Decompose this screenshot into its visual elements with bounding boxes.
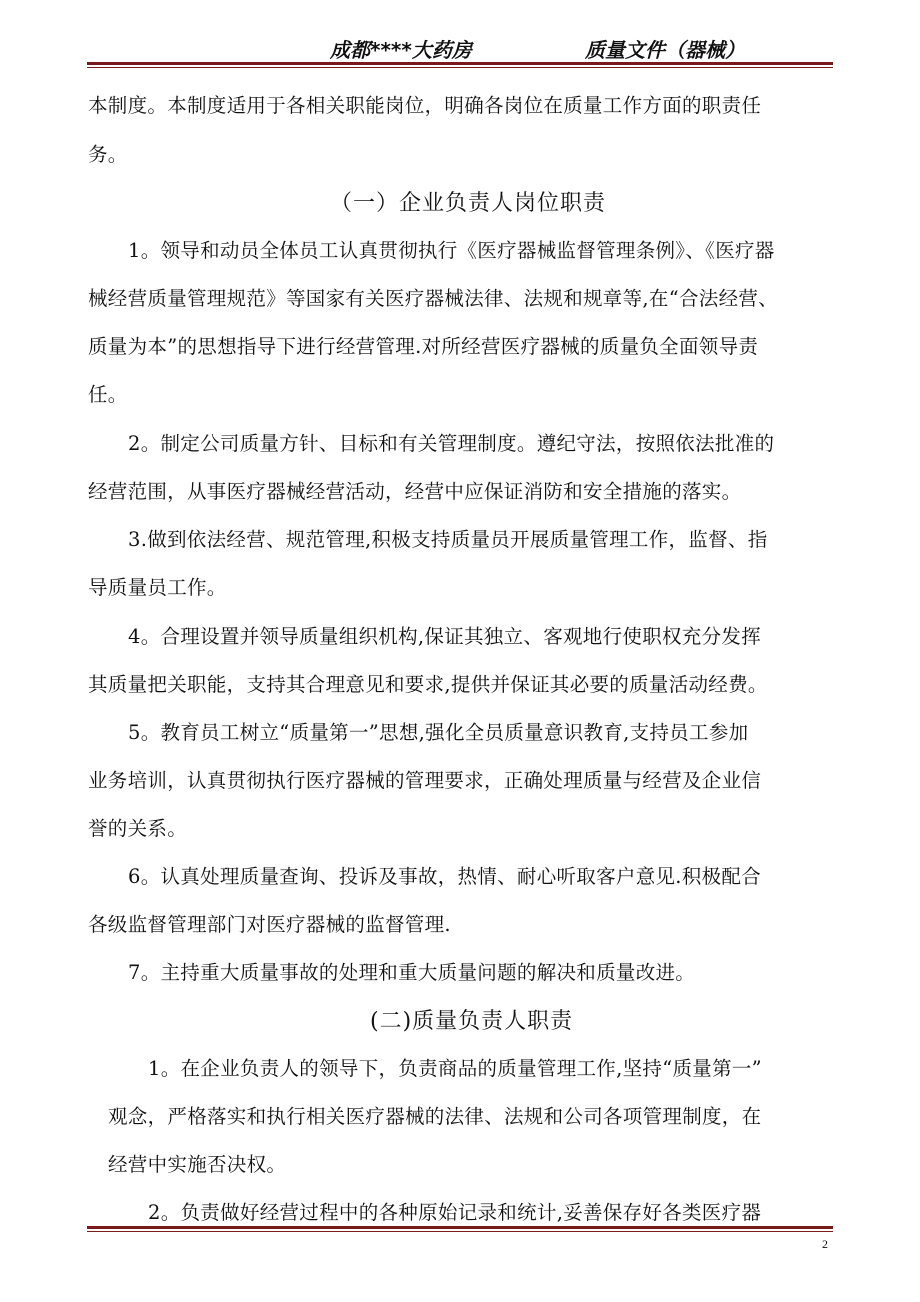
text-line: 经营中实施否决权。 xyxy=(108,1153,287,1176)
header-doc-type: 质量文件（器械） xyxy=(585,38,745,62)
text-line: 7。主持重大质量事故的处理和重大质量问题的解决和质量改进。 xyxy=(128,961,696,984)
header-company: 成都****大药房 xyxy=(330,38,472,62)
text-line: 务。 xyxy=(88,143,128,166)
section-heading: （一）企业负责人岗位职责 xyxy=(330,191,607,216)
text-line: 2。负责做好经营过程中的各种原始记录和统计,妥善保存好各类医疗器 xyxy=(148,1201,762,1224)
text-line: 任。 xyxy=(88,383,128,406)
page-number: 2 xyxy=(822,1237,828,1251)
text-line: 各级监督管理部门对医疗器械的监督管理. xyxy=(88,913,451,936)
text-line: 经营范围，从事医疗器械经营活动，经营中应保证消防和安全措施的落实。 xyxy=(88,480,742,503)
text-line: 其质量把关职能，支持其合理意见和要求,提供并保证其必要的质量活动经费。 xyxy=(88,673,768,696)
section-heading: (二)质量负责人职责 xyxy=(370,1009,574,1034)
text-line: 6。认真处理质量查询、投诉及事故，热情、耐心听取客户意见.积极配合 xyxy=(128,865,762,888)
text-line: 观念，严格落实和执行相关医疗器械的法律、法规和公司各项管理制度，在 xyxy=(108,1105,762,1128)
footer-rule xyxy=(87,1226,833,1232)
text-line: 质量为本”的思想指导下进行经营管理.对所经营医疗器械的质量负全面领导责 xyxy=(88,335,759,358)
text-line: 2。制定公司质量方针、目标和有关管理制度。遵纪守法，按照依法批准的 xyxy=(128,432,775,455)
text-line: 1。在企业负责人的领导下，负责商品的质量管理工作,坚持“质量第一” xyxy=(148,1057,762,1080)
text-line: 业务培训，认真贯彻执行医疗器械的管理要求，正确处理质量与经营及企业信 xyxy=(88,769,762,792)
text-line: 导质量员工作。 xyxy=(88,576,227,599)
text-line: 5。教育员工树立“质量第一”思想,强化全员质量意识教育,支持员工参加 xyxy=(128,721,749,744)
text-line: 械经营质量管理规范》等国家有关医疗器械法律、法规和规章等,在“合法经营、 xyxy=(88,287,778,310)
text-line: 本制度。本制度适用于各相关职能岗位，明确各岗位在质量工作方面的职责任 xyxy=(88,94,762,117)
text-line: 誉的关系。 xyxy=(88,817,188,840)
header-rule xyxy=(87,62,833,68)
text-line: 3.做到依法经营、规范管理,积极支持质量员开展质量管理工作，监督、指 xyxy=(128,528,768,551)
text-line: 4。合理设置并领导质量组织机构,保证其独立、客观地行使职权充分发挥 xyxy=(128,625,762,648)
text-line: 1。领导和动员全体员工认真贯彻执行《医疗器械监督管理条例》、《医疗器 xyxy=(128,239,775,262)
